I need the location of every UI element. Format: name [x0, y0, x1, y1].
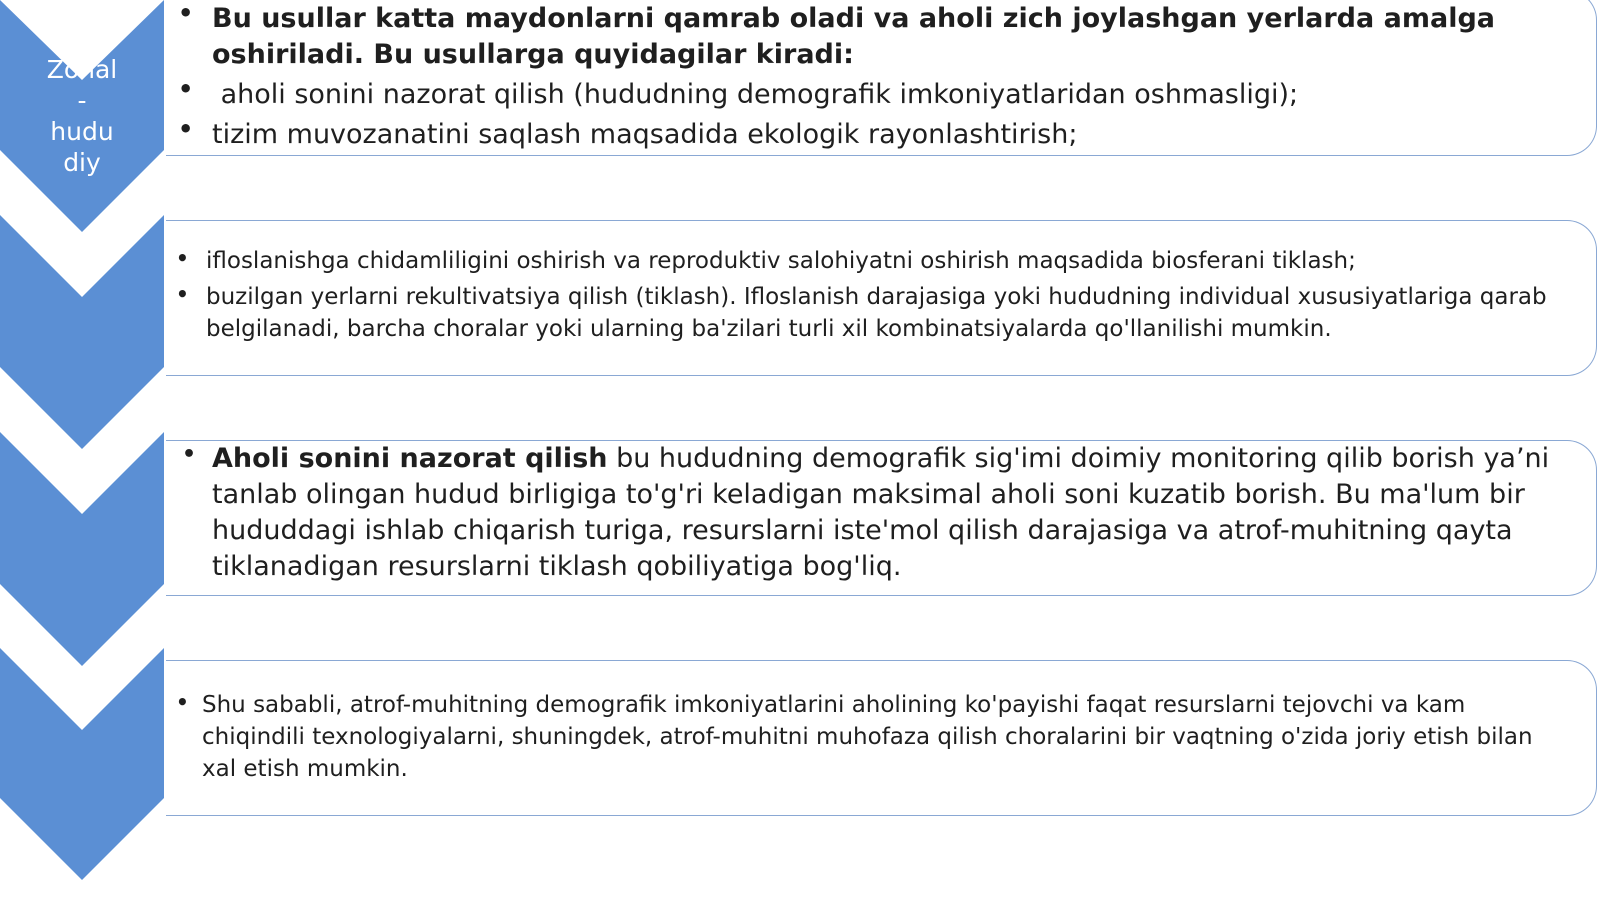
list-item — [212, 77, 1582, 113]
bullet-bold-lead: Aholi sonini nazorat qilish — [212, 443, 608, 474]
bullet-list — [212, 441, 1552, 585]
bullet-text: bu hududning demografik sig'imi doimiy monitoring qilib borish ya’ni tanlab olingan hudud birligiga to'g'ri keladigan maksimal aholi soni kuzatib borish. Bu ma'lum bir hududdagi ishlab chiqarish turiga, resurslarni iste'mol qilish darajasiga va atrof-muhitning qayta tiklanadigan resurslarni tiklash qobiliyatiga bog'liq. — [212, 443, 1550, 582]
bullet-text: Bu usullar katta maydonlarni qamrab oladi va aholi zich joylashgan yerlarda amalga oshiriladi. Bu usullarga quyidagilar kiradi: — [212, 3, 1496, 70]
chevron-shape — [0, 648, 164, 880]
list-item — [212, 441, 1552, 585]
content-box-3 — [166, 440, 1597, 596]
chevron-shape — [0, 432, 164, 666]
bullet-text: Shu sababli, atrof-muhitning demografik imkoniyatlarini aholining ko'payishi faqat resurslarni tejovchi va kam chiqindili texnologiyalarni, shuningdek, atrof-muhitni muhofaza qilish choralarini bir vaqtning o'zida joriy etish bilan xal etish mumkin. — [202, 692, 1533, 782]
content-box-1 — [166, 0, 1597, 156]
bullet-text: tizim muvozanatini saqlash maqsadida ekologik rayonlashtirish; — [212, 119, 1078, 150]
content-box-2 — [166, 220, 1597, 376]
chevron-label — [34, 54, 130, 178]
content-box-4 — [166, 660, 1597, 816]
bullet-list — [202, 689, 1572, 785]
bullet-list — [206, 245, 1576, 345]
chevron-label-line: Zonal — [46, 55, 118, 84]
bullet-text: buzilgan yerlarni rekultivatsiya qilish (tiklash). Ifloslanish darajasiga yoki hududning individual xususiyatlariga qarab belgilanadi, barcha choralar yoki ularning ba'zilari turli xil kombinatsiyalarda qo'llanilishi mumkin. — [206, 284, 1547, 342]
list-item — [202, 689, 1572, 785]
bullet-text: aholi sonini nazorat qilish (hududning demografik imkoniyatlaridan oshmasligi); — [212, 79, 1299, 110]
list-item — [212, 1, 1582, 73]
chevron-label-line: - — [77, 86, 87, 115]
chevron-label-line: hudu — [50, 117, 114, 146]
list-item — [206, 281, 1576, 345]
list-item — [206, 245, 1576, 277]
chevron-shape — [0, 215, 164, 449]
bullet-text: ifloslanishga chidamliligini oshirish va reproduktiv salohiyatni oshirish maqsadida biosferani tiklash; — [206, 248, 1356, 274]
list-item — [212, 117, 1582, 153]
chevron-label-line: diy — [63, 148, 101, 177]
bullet-list — [212, 1, 1582, 153]
